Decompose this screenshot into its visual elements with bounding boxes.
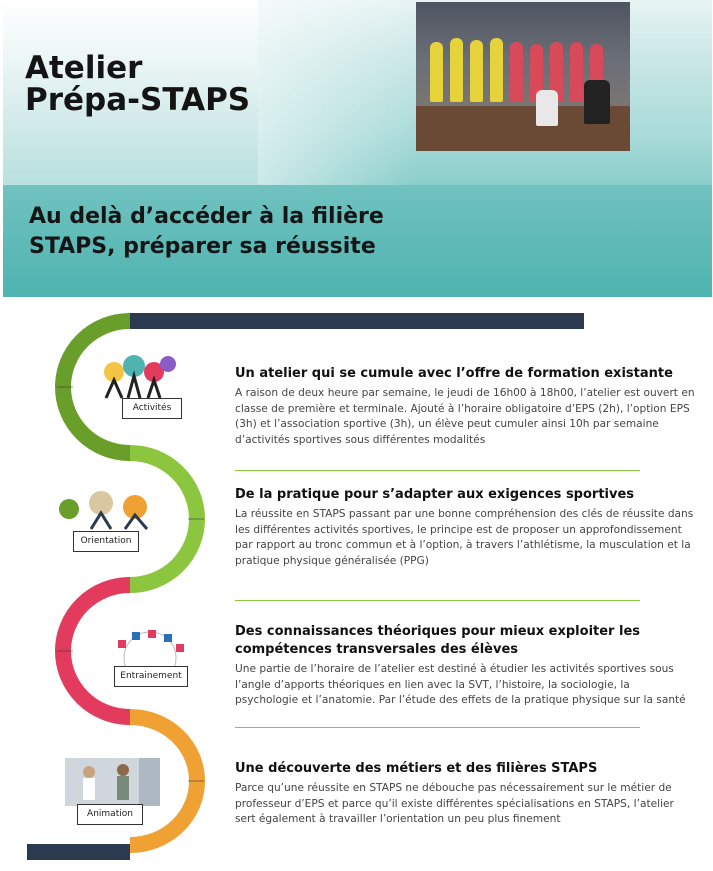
section-title: Une découverte des métiers et des filières STAPS xyxy=(235,761,598,776)
section-text: La réussite en STAPS passant par une bonne compréhension des clés de réussite dans les différentes activités sportives, le principe est de proposer un approfondissement par rapport au tronc commun et à l’option, à travers l’athlétisme, la musculation et la pratique physique généralisée (PPG) xyxy=(235,508,694,567)
section-offre-formation xyxy=(235,365,695,448)
section-pratique xyxy=(235,486,695,569)
card-orientation xyxy=(55,485,155,553)
section-text: Parce qu’une réussite en STAPS ne débouche pas nécessairement sur le métier de professeur d’EPS et parce qu’il existe différentes spécialisations en STAPS, l’atelier sert également à travailler l’orientation un peu plus finement xyxy=(235,782,674,825)
section-title: De la pratique pour s’adapter aux exigences sportives xyxy=(235,487,635,502)
title-line-2: Prépa-STAPS xyxy=(25,82,251,118)
fitness-class-photo xyxy=(65,758,160,806)
section-metiers xyxy=(235,760,695,828)
yoga-orientation-illustration xyxy=(55,485,155,531)
card-entrainement xyxy=(110,628,190,684)
section-divider xyxy=(235,727,640,728)
subtitle-line-2: STAPS, préparer sa réussite xyxy=(29,234,376,259)
training-icons-illustration xyxy=(110,628,190,666)
section-text: A raison de deux heure par semaine, le jeudi de 16h00 à 18h00, l’atelier est ouvert en classe de première et terminale. Ajouté à l’horaire obligatoire d’EPS (2h), l’option EPS (3h) et l’association sportive (3h), un élève peut cumuler ainsi 10h par semaine d’activités sportives sous différentes modalités xyxy=(235,387,695,446)
card-label-activites: Activités xyxy=(122,398,182,419)
card-label-orientation: Orientation xyxy=(73,531,139,552)
card-label-entrainement: Entrainement xyxy=(114,666,188,687)
section-divider xyxy=(235,470,640,471)
card-label-animation: Animation xyxy=(77,804,143,825)
sports-activities-illustration xyxy=(100,350,180,400)
section-divider xyxy=(235,600,640,601)
card-animation xyxy=(65,758,160,824)
section-title: Un atelier qui se cumule avec l’offre de formation existante xyxy=(235,366,673,381)
title-line-1: Atelier xyxy=(25,50,143,86)
card-activites xyxy=(100,350,180,422)
subtitle-line-1: Au delà d’accéder à la filière xyxy=(29,204,384,229)
section-title: Des connaissances théoriques pour mieux exploiter les compétences transversales des élèves xyxy=(235,624,641,657)
section-connaissances xyxy=(235,623,695,709)
section-text: Une partie de l’horaire de l’atelier est destiné à étudier les activités sportives sous l’angle d’apports théoriques en lien avec la SVT, l’histoire, la sociologie, la psychologie et l’anatomie. Par l’étude des effets de la pratique physique sur la santé xyxy=(235,663,686,706)
